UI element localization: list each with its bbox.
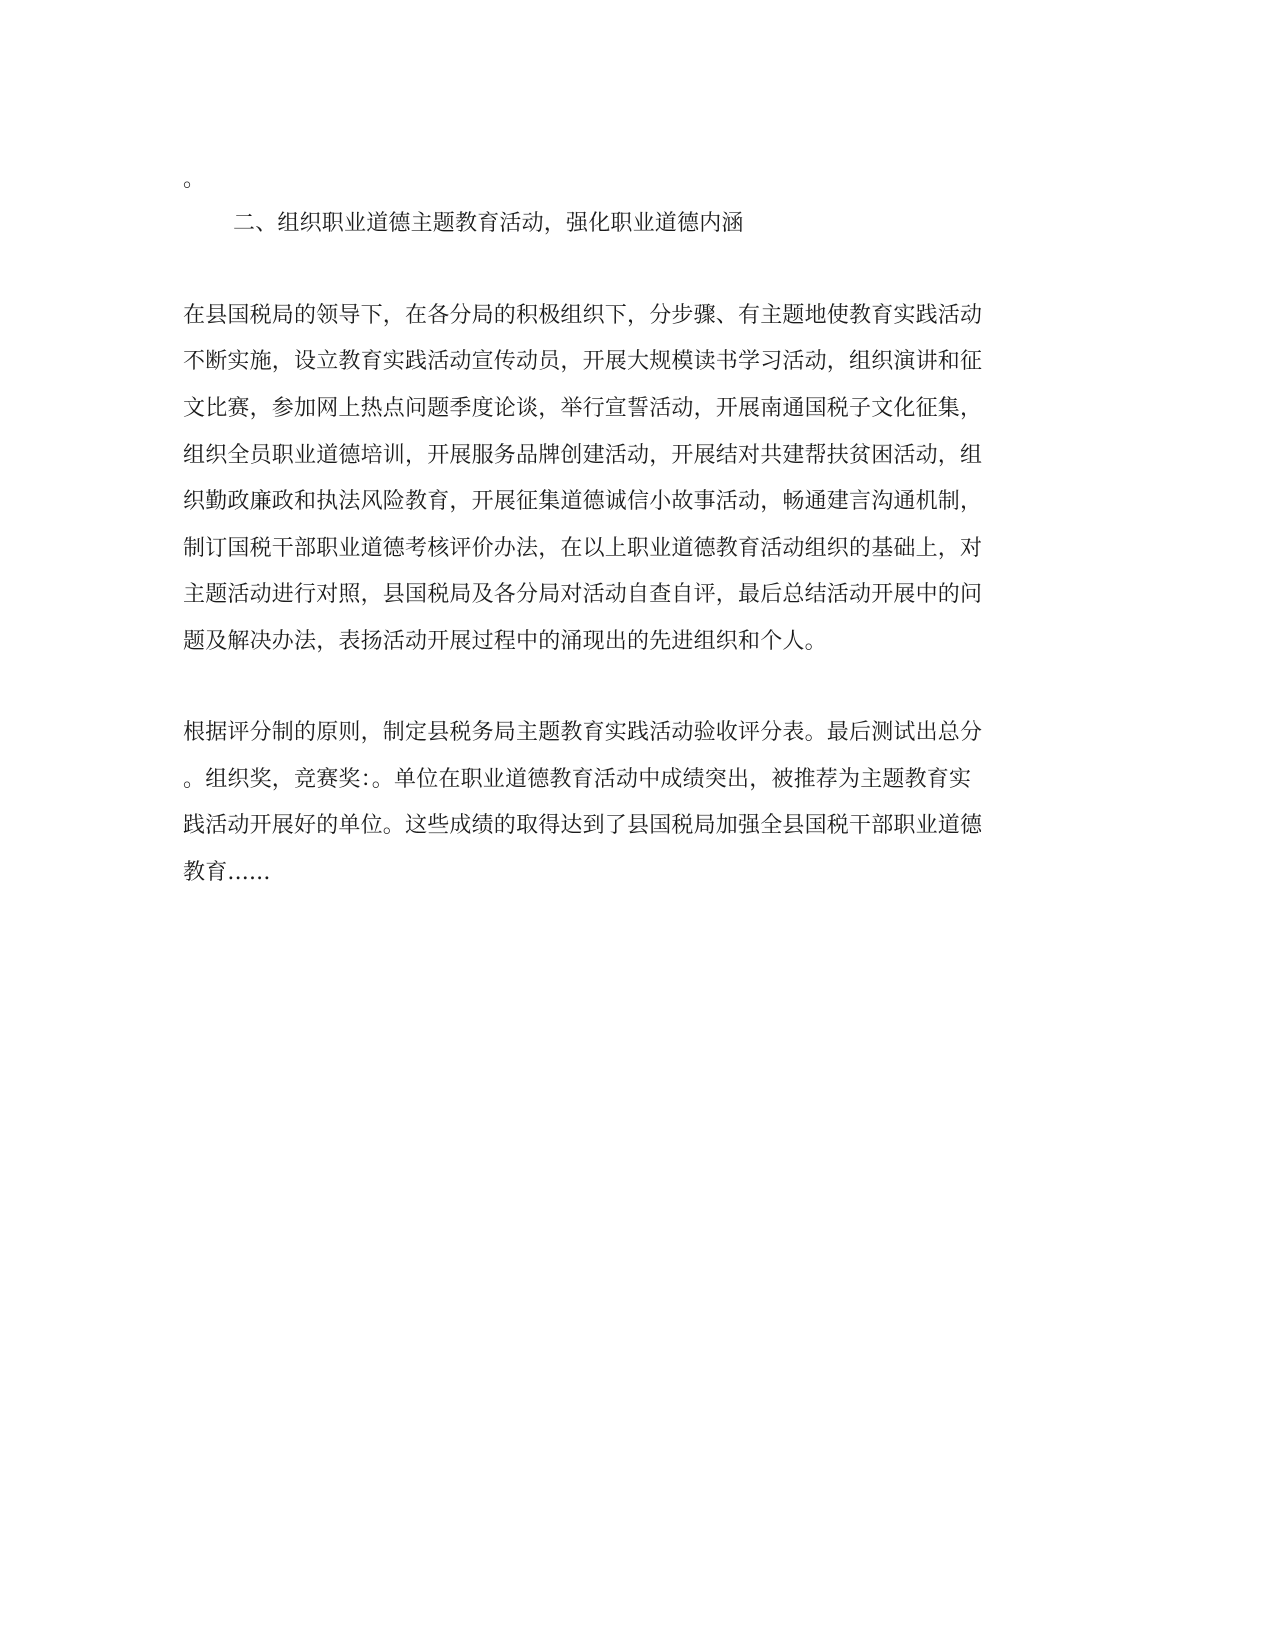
paragraph-line: 不断实施，设立教育实践活动宣传动员，开展大规模读书学习活动，组织演讲和征 <box>183 349 983 374</box>
paragraph-line: 。组织奖，竞赛奖：。单位在职业道德教育活动中成绩突出，被推荐为主题教育实 <box>183 767 972 792</box>
paragraph-line: 题及解决办法，表扬活动开展过程中的涌现出的先进组织和个人。 <box>183 629 827 654</box>
fragment-line: 。 <box>183 167 206 192</box>
paragraph-line: 在县国税局的领导下，在各分局的积极组织下，分步骤、有主题地使教育实践活动 <box>183 303 983 328</box>
paragraph-line: 织勤政廉政和执法风险教育，开展征集道德诚信小故事活动，畅通建言沟通机制， <box>183 489 983 514</box>
section-heading: 二、组织职业道德主题教育活动，强化职业道德内涵 <box>233 211 744 236</box>
paragraph-line: 文比赛，参加网上热点问题季度论谈，举行宣誓活动，开展南通国税子文化征集， <box>183 396 983 421</box>
paragraph-line: 践活动开展好的单位。这些成绩的取得达到了县国税局加强全县国税干部职业道德 <box>183 813 983 838</box>
paragraph-line: 组织全员职业道德培训，开展服务品牌创建活动，开展结对共建帮扶贫困活动，组 <box>183 443 983 468</box>
paragraph-line: 教育...... <box>183 860 271 885</box>
paragraph-line: 制订国税干部职业道德考核评价办法，在以上职业道德教育活动组织的基础上，对 <box>183 536 983 561</box>
paragraph-line: 根据评分制的原则，制定县税务局主题教育实践活动验收评分表。最后测试出总分 <box>183 720 983 745</box>
paragraph-line: 主题活动进行对照，县国税局及各分局对活动自查自评，最后总结活动开展中的问 <box>183 582 983 607</box>
